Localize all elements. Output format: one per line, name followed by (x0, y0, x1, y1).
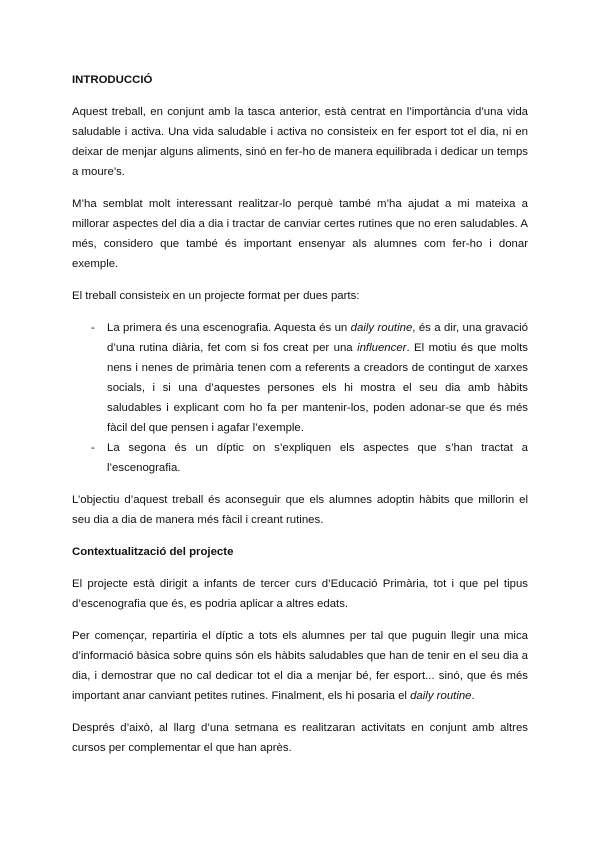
list-item (72, 318, 528, 438)
section-heading-contextualitzacio: Contextualització del projecte (72, 546, 234, 558)
emphasis-daily-routine: daily routine (350, 322, 413, 334)
paragraph-context-3: Després d’això, al llarg d’una setmana es realitzaran activitats en conjunt amb altres cursos per complementar el que han après. (72, 722, 528, 754)
document-body (72, 70, 528, 770)
emphasis-influencer: influencer (357, 342, 407, 354)
list-item-text: La segona és un díptic on s’expliquen els aspectes que s’han tractat a l’escenografia. (107, 442, 528, 474)
emphasis-daily-routine: daily routine (410, 690, 472, 702)
paragraph-context-1: El projecte està dirigit a infants de tercer curs d’Educació Primària, tot i que pel tipus d’escenografia que és, es podria aplicar a altres edats. (72, 578, 528, 610)
list-item (72, 438, 528, 478)
paragraph-intro-2: M’ha semblat molt interessant realitzar-lo perquè també m’ha ajudat a mi mateixa a millorar aspectes del dia a dia i tractar de canviar certes rutines que no eren saludables. A més, considero que també és important ensenyar als alumnes com fer-ho i donar exemple. (72, 198, 528, 270)
list-item-text: La primera és una escenografia. Aquesta és un (107, 322, 351, 334)
paragraph-context-2 (72, 626, 528, 706)
paragraph-text: Per començar, repartiria el díptic a tots els alumnes per tal que puguin llegir una mica d’informació bàsica sobre quins són els hàbits saludables que han de tenir en el seu dia a dia, i demostrar que no cal dedicar tot el dia a menjar bé, fer esport... sinó, que és més important anar canviant petites rutines. Finalment, els hi posaria el (72, 630, 528, 702)
paragraph-intro-1: Aquest treball, en conjunt amb la tasca anterior, està centrat en l’importància d’una vida saludable i activa. Una vida saludable i activa no consisteix en fer esport tot el dia, ni en deixar de menjar alguns aliments, sinó en fer-ho de manera equilibrada i dedicar un temps a moure’s. (72, 106, 528, 178)
paragraph-intro-3: El treball consisteix en un projecte format per dues parts: (72, 290, 360, 302)
paragraph-intro-4: L’objectiu d’aquest treball és aconseguir que els alumnes adoptin hàbits que millorin el seu dia a dia de manera més fàcil i creant rutines. (72, 494, 528, 526)
parts-list (72, 318, 528, 478)
list-item-text: . El motiu és que molts nens i nenes de primària tenen com a referents a creadors de contingut de xarxes socials, i si una d’aquestes persones els hi mostra el seu dia amb hàbits saludables i explicant com ho fa per mantenir-los, poden adonar-se que és més fàcil del que pensen i agafar l’exemple. (107, 342, 528, 434)
list-item-text: , és a dir, una gravació d’una rutina diària, fet com si fos creat per una (107, 322, 529, 354)
paragraph-text: . (471, 690, 475, 702)
section-heading-introduccio: INTRODUCCIÓ (72, 74, 153, 86)
